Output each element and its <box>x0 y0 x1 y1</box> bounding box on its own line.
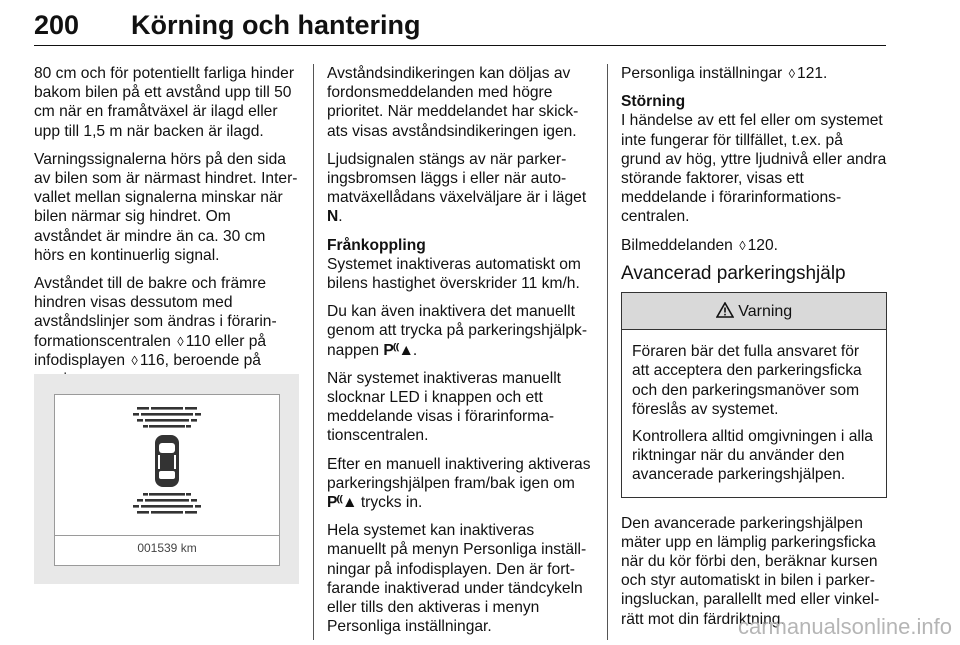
section-heading: Frånkoppling <box>327 236 426 254</box>
warning-triangle-icon <box>716 302 734 318</box>
paragraph: I händelse av ett fel eller om systemet inte fungerar för tillfället, t.ex. på grund av hög, yttre ljudnivå eller andra störande faktorer, visas ett meddelande i förarinformationscentralen. <box>621 112 887 226</box>
paragraph: Personliga inställningar ◊ 121. <box>621 65 828 82</box>
parking-display-figure <box>34 374 299 584</box>
paragraph: Den avancerade parkeringshjälpen mäter upp en lämplig parkeringsficka när du kör förbi den, beräknar kursen och styr automatiskt in bilen i parkeringsluckan, parallellt med eller vinkelrätt mot din färdriktning. <box>621 514 880 628</box>
warning-box <box>621 292 887 498</box>
screen-divider <box>55 535 279 536</box>
gear-label: N <box>327 208 339 226</box>
header-rule <box>34 45 886 46</box>
paragraph: Ljudsignalen stängs av när parkeringsbromsen läggs i eller när automatväxellådans växelväljare är i läget N. <box>327 150 587 226</box>
paragraph: Hela systemet kan inaktiveras manuellt på menyn Personliga inställningar på infodisplayen. Den är fortfarande inaktiverad under tändcykeln eller tills den aktiveras i menyn Personliga inställningar. <box>327 522 587 636</box>
display-screen <box>54 394 280 566</box>
column-divider <box>607 64 608 640</box>
paragraph: Föraren bär det fulla ansvaret för att acceptera den parkeringsficka och den parkeringsmanöver som föreslås av systemet. <box>632 343 862 418</box>
page-ref-icon: ◊ <box>739 237 746 253</box>
warning-body <box>622 330 886 496</box>
paragraph: 80 cm och för potentiellt farliga hinder bakom bilen på ett avstånd upp till 50 cm när en framåtväxel är ilagd eller upp till 1,5 m när backen är ilagd. <box>34 65 295 140</box>
warning-header <box>622 293 886 330</box>
paragraph: Du kan även inaktivera det manuellt genom att trycka på parkeringshjälpknappen P⁽⁽▲. <box>327 303 588 359</box>
odometer-readout: 001539 km <box>137 541 197 555</box>
watermark: carmanualsonline.info <box>737 614 952 639</box>
paragraph: När systemet inaktiveras manuellt slocknar LED i knappen och ett meddelande visas i förarinformationscentralen. <box>327 369 561 445</box>
chapter-title: Körning och hantering <box>131 10 421 40</box>
page-number: 200 <box>34 10 80 40</box>
section-heading: Störning <box>621 93 686 111</box>
section-heading-large: Avancerad parkeringshjälp <box>621 262 846 284</box>
paragraph: Systemet inaktiveras automatiskt om bilens hastighet överskrider 11 km/h. <box>327 255 581 293</box>
paragraph: Kontrollera alltid omgivningen i alla riktningar när du använder den avancerade parkeringshjälpen. <box>632 428 873 484</box>
page-ref-icon: ◊ <box>131 352 138 368</box>
column-2 <box>327 64 593 645</box>
column-1 <box>34 64 300 398</box>
page-header <box>34 10 886 50</box>
paragraph: Bilmeddelanden ◊ 120. <box>621 236 778 254</box>
column-divider <box>313 64 314 640</box>
page-ref-icon: ◊ <box>177 333 184 349</box>
paragraph: Efter en manuell inaktivering aktiveras parkeringshjälpen fram/bak igen om P⁽⁽▲ trycks in. <box>327 455 591 512</box>
paragraph: Avståndsindikeringen kan döljas av fordonsmeddelanden med högre prioritet. När meddelandet har skickats visas avståndsindikeringen igen. <box>327 65 579 140</box>
parking-sensor-graphic <box>55 395 279 535</box>
parking-button-icon: P⁽⁽▲ <box>327 494 357 512</box>
paragraph: Avståndet till de bakre och främre hindren visas dessutom med avståndslinjer som ändras i förarinformationscentralen ◊ 110 eller på infodisplayen ◊ 116, beroende på <box>34 275 277 369</box>
column-3 <box>621 64 887 638</box>
car-icon <box>155 435 179 487</box>
warning-title: Varning <box>738 303 793 321</box>
parking-button-icon: P⁽⁽▲ <box>383 341 413 359</box>
page-ref-icon: ◊ <box>788 66 796 81</box>
paragraph: Varningssignalerna hörs på den sida av bilen som är närmast hindret. Intervallet mellan signalerna minskar när bilen närmar sig hindret. Om avståndet är mindre än ca. 30 cm hörs en kontinuerlig signal. <box>34 150 298 264</box>
